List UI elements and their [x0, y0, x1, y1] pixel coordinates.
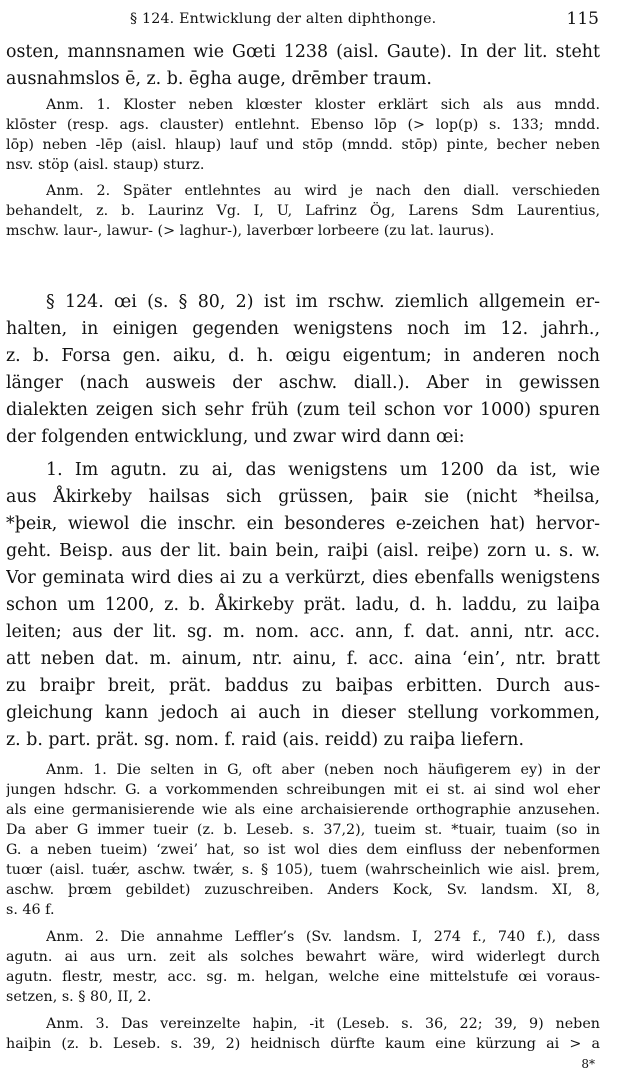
note-line: setzen, s. § 80, II, 2. — [6, 989, 152, 1005]
note-line: G. a neben tueim) ‘zwei’ hat, so ist wol dies dem einfluss der nebenformen — [6, 842, 600, 858]
section-line: § 124. œi (s. § 80, 2) ist im rschw. ziemlich allgemein er- — [46, 292, 600, 312]
point-line: geht. Beisp. aus der lit. bain bein, raiþi (aisl. reiþe) zorn u. s. w. — [6, 541, 600, 561]
section-line: z. b. Forsa gen. aiku, d. h. œigu eigentum; in anderen noch — [6, 346, 600, 366]
note-line: klōster (resp. ags. clauster) entlehnt. Ebenso lōp (> lop(p) s. 133; mndd. — [6, 117, 600, 133]
section-line: halten, in einigen gegenden wenigstens noch im 12. jahrh., — [6, 319, 600, 339]
page-number: 115 — [566, 9, 599, 29]
note-line: Anm. 1. Die selten in G, oft aber (neben noch häufigerem ey) in der — [46, 762, 600, 778]
running-header — [0, 8, 621, 30]
note-line: aschw. þrœm gebildet) zuzuschreiben. Anders Kock, Sv. landsm. XI, 8, — [6, 882, 600, 898]
note-line: jungen hdschr. G. a vorkommenden schreibungen mit ei st. ai sind wol eher — [6, 782, 600, 798]
text-line: ausnahmslos ē, z. b. ēgha auge, drēmber traum. — [6, 69, 432, 89]
note-line: Da aber G immer tueir (z. b. Leseb. s. 37,2), tueim st. *tuair, tuaim (so in — [6, 822, 600, 838]
note-line: agutn. ai aus urn. zeit als solches bewahrt wäre, wird widerlegt durch — [6, 949, 600, 965]
note-line: haiþin (z. b. Leseb. s. 39, 2) heidnisch dürfte kaum eine kürzung ai > a — [6, 1036, 600, 1052]
note-line: s. 46 f. — [6, 902, 55, 918]
point-line: z. b. part. prät. sg. nom. f. raid (ais. reidd) zu raiþa liefern. — [6, 730, 525, 750]
section-line: länger (nach ausweis der aschw. diall.). Aber in gewissen — [6, 373, 600, 393]
note-line: agutn. flestr, mestr, acc. sg. m. helgan, welche eine mittelstufe œi voraus- — [6, 969, 600, 985]
point-line: *þeiʀ, wiewol die inschr. ein besonderes e-zeichen hat) hervor- — [6, 514, 600, 534]
note-line: Anm. 1. Kloster neben klœster kloster erklärt sich als aus mndd. — [46, 97, 600, 113]
note-line: lōp) neben -lēp (aisl. hlaup) lauf und stōp (mndd. stōp) pinte, becher neben — [6, 137, 600, 153]
point-line: leiten; aus der lit. sg. m. nom. acc. ann, f. dat. anni, ntr. acc. — [6, 622, 600, 642]
signature-mark: 8* — [581, 1057, 595, 1071]
section-line: dialekten zeigen sich sehr früh (zum teil schon vor 1000) spuren — [6, 400, 600, 420]
note-line: nsv. stöp (aisl. staup) sturz. — [6, 157, 205, 173]
note-line: Anm. 2. Die annahme Leffler’s (Sv. landsm. I, 274 f., 740 f.), dass — [46, 929, 600, 945]
note-line: mschw. laur-, lawur- (> laghur-), laverbœr lorbeere (zu lat. laurus). — [6, 223, 495, 239]
point-line: schon um 1200, z. b. Åkirkeby prät. ladu, d. h. laddu, zu laiþa — [6, 595, 600, 615]
note-line: Anm. 2. Später entlehntes au wird je nach den diall. verschieden — [46, 183, 600, 199]
section-line: der folgenden entwicklung, und zwar wird dann œi: — [6, 427, 465, 447]
running-title: § 124. Entwicklung der alten diphthonge. — [130, 11, 437, 27]
point-line: 1. Im agutn. zu ai, das wenigstens um 1200 da ist, wie — [46, 460, 600, 480]
point-line: gleichung kann jedoch ai auch in dieser stellung vorkommen, — [6, 703, 600, 723]
text-line: osten, mannsnamen wie Gœti 1238 (aisl. Gaute). In der lit. steht — [6, 42, 600, 62]
note-line: behandelt, z. b. Laurinz Vg. I, U, Lafrinz Ög, Larens Sdm Laurentius, — [6, 203, 600, 219]
point-line: att neben dat. m. ainum, ntr. ainu, f. acc. aina ‘ein’, ntr. bratt — [6, 649, 600, 669]
note-line: Anm. 3. Das vereinzelte haþin, -it (Leseb. s. 36, 22; 39, 9) neben — [46, 1016, 600, 1032]
note-line: tuœr (aisl. tuǽr, aschw. twǽr, s. § 105), tuem (wahrscheinlich wie aisl. þrem, — [6, 862, 600, 878]
point-line: aus Åkirkeby hailsas sich grüssen, þaiʀ sie (nicht *heilsa, — [6, 487, 600, 507]
point-line: zu braiþr breit, prät. baddus zu baiþas erbitten. Durch aus- — [6, 676, 600, 696]
point-line: Vor geminata wird dies ai zu a verkürzt, dies ebenfalls wenigstens — [6, 568, 600, 588]
note-line: als eine germanisierende wie als eine archaisierende orthographie anzusehen. — [6, 802, 600, 818]
